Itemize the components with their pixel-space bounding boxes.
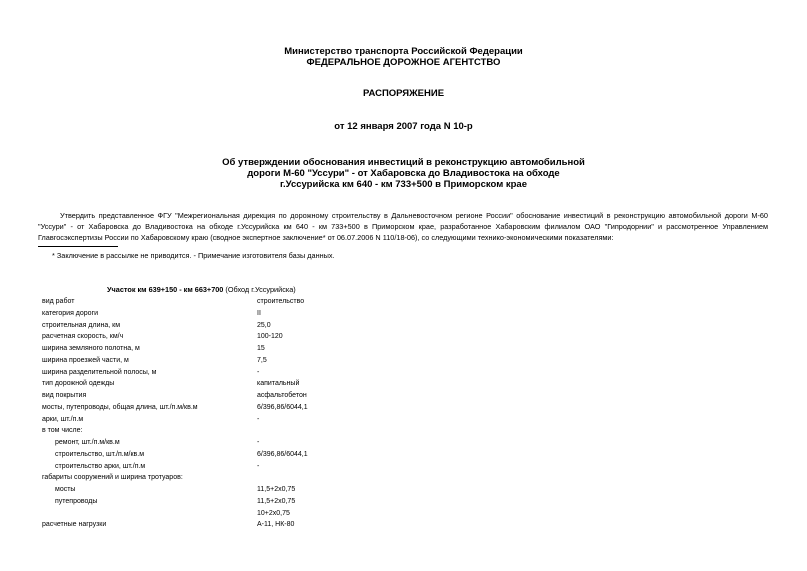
parameter-label: строительство, шт./п.м/кв.м [55, 450, 145, 458]
parameter-value: 6/396,86/6044,1 [257, 450, 308, 458]
parameter-row [0, 462, 807, 474]
parameter-value: строительство [257, 298, 305, 305]
document-type: РАСПОРЯЖЕНИЕ [362, 88, 445, 99]
parameter-label: строительная длина, км [42, 321, 121, 329]
parameter-label: ширина разделительной полосы, м [42, 368, 157, 376]
parameter-row [0, 426, 807, 438]
document-date: от 12 января 2007 года N 10-р [334, 121, 473, 132]
parameter-label: вид работ [42, 298, 75, 305]
parameter-label: ширина проезжей части, м [42, 356, 129, 364]
parameter-value: II [257, 309, 261, 317]
parameter-label: в том числе: [42, 427, 83, 435]
parameter-row [0, 497, 807, 509]
body-paragraph: Утвердить представленное ФГУ "Межрегиональная дирекция по дорожному строительству в Дальневосточном регионе России" обоснование инвестиций в реконструкцию автомобильной дороги М-60 "Уссури" - от Хабаровска до Владивостока на обходе г.Уссурийска км 640 - км 733+500 в Приморском крае, разработанное Хабаровским филиалом ОАО "Гипродорнии" и рассмотренное Управлением Главгосэкспертизы России по Хабаровскому краю (сводное экспертное заключение* от 06.07.2006 N 110/18-06), со следующими технико-экономическими показателями: [38, 211, 768, 242]
parameter-row [0, 391, 807, 403]
parameter-label: тип дорожной одежды [42, 380, 115, 388]
parameter-row [0, 356, 807, 368]
parameter-label: ремонт, шт./п.м/кв.м [55, 439, 120, 446]
parameter-label: мосты, путепроводы, общая длина, шт./п.м/кв.м [42, 403, 198, 411]
parameter-row [0, 473, 807, 485]
parameter-label: мосты [55, 486, 76, 493]
parameter-row [0, 321, 807, 333]
parameter-value: - [257, 439, 260, 446]
document-title-line-2: дороги М-60 "Уссури" - от Хабаровска до Владивостока на обходе [247, 168, 560, 179]
parameter-row [0, 297, 807, 309]
parameter-value: А-11, НК-80 [257, 521, 295, 529]
document-title-line-3: г.Уссурийска км 640 - км 733+500 в Приморском крае [280, 179, 527, 190]
parameter-row [0, 403, 807, 415]
parameter-row [0, 332, 807, 344]
parameter-value: - [257, 415, 260, 423]
parameter-value: асфальтобетон [257, 392, 307, 399]
parameter-label: расчетная скорость, км/ч [42, 333, 124, 341]
parameter-row [0, 415, 807, 427]
parameter-value: - [257, 368, 260, 376]
section-title-note: (Обход г.Уссурийска) [223, 285, 296, 294]
agency-heading: ФЕДЕРАЛЬНОЕ ДОРОЖНОЕ АГЕНТСТВО [306, 57, 501, 68]
parameter-value: 10+2х0,75 [257, 509, 290, 517]
parameter-value: 6/396,86/6044,1 [257, 403, 308, 411]
parameter-label: ширина земляного полотна, м [42, 345, 140, 352]
parameter-row [0, 438, 807, 450]
parameter-value: 15 [257, 345, 265, 352]
parameter-value: 25,0 [257, 321, 271, 329]
parameter-value: капитальный [257, 380, 300, 388]
parameter-value: 11,5+2х0,75 [257, 486, 296, 493]
parameter-value: 11,5+2х0,75 [257, 497, 296, 505]
parameter-label: категория дороги [42, 309, 99, 317]
document-title-line-1: Об утверждении обоснования инвестиций в реконструкцию автомобильной [222, 157, 585, 168]
parameter-label: арки, шт./п.м [42, 415, 84, 423]
parameter-row [0, 309, 807, 321]
parameter-value: 7,5 [257, 356, 267, 364]
parameter-label: путепроводы [55, 497, 98, 505]
parameter-label: расчетные нагрузки [42, 521, 107, 529]
section-title [107, 285, 296, 295]
parameter-row [0, 450, 807, 462]
parameter-row [0, 520, 807, 532]
parameter-label: габариты сооружений и ширина тротуаров: [42, 474, 183, 482]
parameter-row [0, 509, 807, 521]
parameter-value: 100-120 [257, 333, 283, 341]
parameter-row [0, 368, 807, 380]
parameter-label: строительство арки, шт./п.м [55, 462, 146, 470]
parameter-row [0, 379, 807, 391]
section-title-main: Участок км 639+150 - км 663+700 [107, 285, 224, 294]
parameter-label: вид покрытия [42, 392, 87, 399]
footnote: * Заключение в рассылке не приводится. - Примечание изготовителя базы данных. [52, 251, 335, 260]
ministry-heading: Министерство транспорта Российской Федерации [284, 46, 523, 57]
parameter-row [0, 344, 807, 356]
parameter-row [0, 485, 807, 497]
parameter-value: - [257, 462, 260, 470]
footnote-divider [38, 246, 118, 247]
